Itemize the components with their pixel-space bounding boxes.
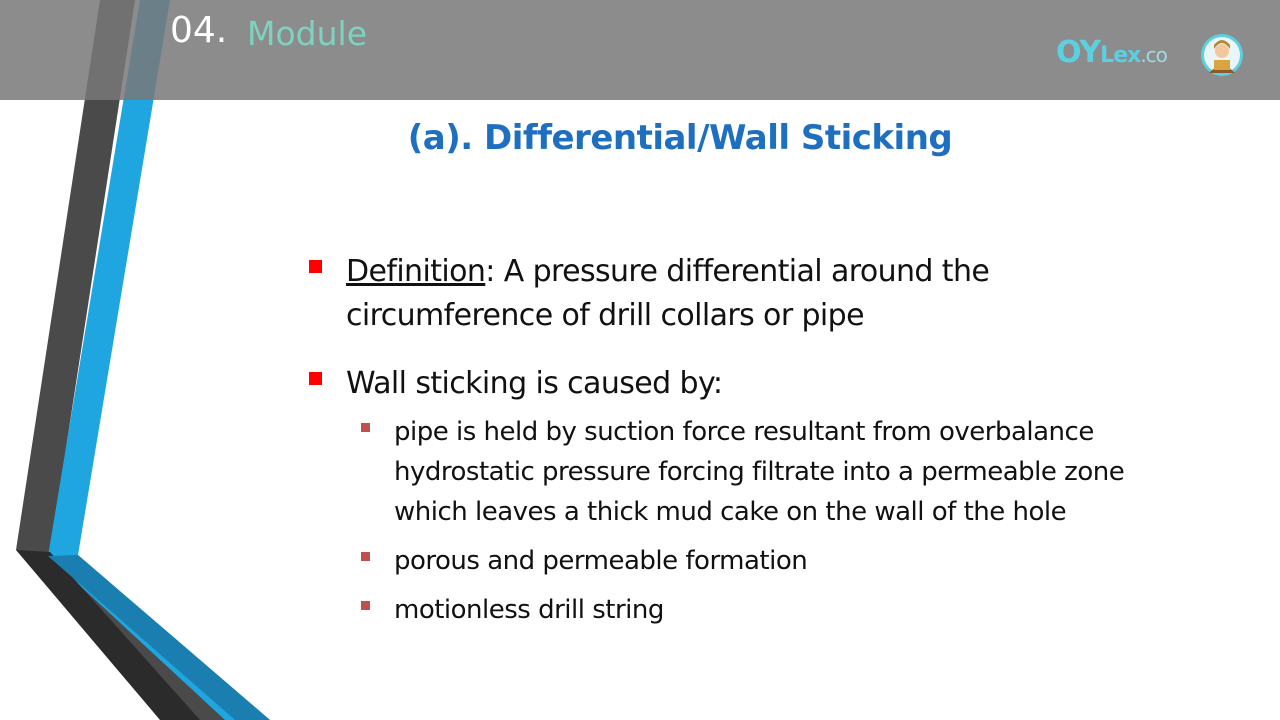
dark-stripe-lower: [16, 550, 200, 720]
wall-sticking-text: Wall sticking is caused by:: [346, 366, 723, 401]
module-number: 04.: [170, 10, 228, 51]
logo-avatar-icon: [1200, 33, 1244, 77]
sub-bullet-text: pipe is held by suction force resultant from overbalance hydrostatic pressure forcing filtrate into a permeable zone which leaves a thick mud cake on the wall of the hole: [394, 417, 1125, 527]
sub-bullet-square-icon: [361, 601, 370, 610]
sub-bullet-square-icon: [361, 552, 370, 561]
module-label: Module: [247, 14, 367, 53]
sub-bullet-text: porous and permeable formation: [394, 546, 808, 576]
sub-bullet-item: [394, 541, 1200, 581]
bullet-definition: [300, 250, 1200, 338]
sub-bullet-text: motionless drill string: [394, 595, 664, 625]
definition-text: : A pressure differential around the circumference of drill collars or pipe: [346, 254, 990, 333]
logo-suffix: .co: [1140, 43, 1167, 67]
logo-wordmark: [1056, 35, 1167, 70]
bullet-square-icon: [309, 372, 322, 385]
sub-bullet-square-icon: [361, 423, 370, 432]
bullet-square-icon: [309, 260, 322, 273]
logo-mid: Lex: [1100, 43, 1141, 68]
sub-bullet-item: [394, 412, 1200, 532]
bullet-wall-sticking: [300, 362, 1200, 406]
sub-bullet-item: [394, 590, 1200, 630]
sub-bullet-list: [300, 412, 1200, 630]
logo-main: OY: [1056, 35, 1101, 70]
slide-title: (a). Differential/Wall Sticking: [407, 118, 953, 158]
definition-term: Definition: [346, 254, 486, 289]
slide-content: [300, 250, 1200, 639]
